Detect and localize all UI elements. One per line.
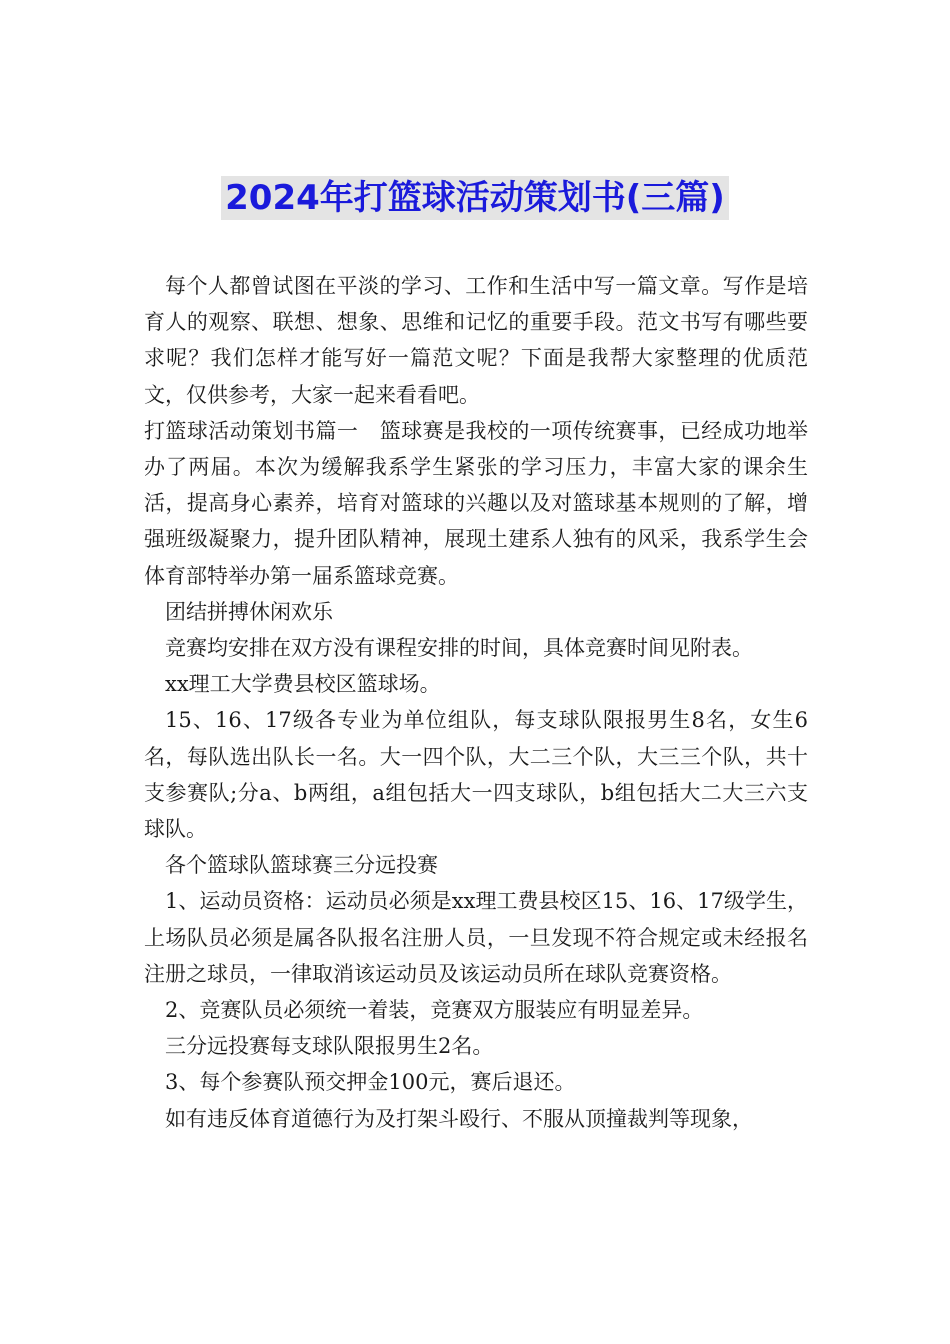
paragraph-theme: 团结拼搏休闲欢乐 (165, 599, 333, 624)
paragraph-time: 竞赛均安排在双方没有课程安排的时间，具体竞赛时间见附表。 (165, 636, 753, 661)
paragraph-venue: xx理工大学费县校区篮球场。 (165, 672, 441, 697)
paragraph-events: 各个篮球队篮球赛三分远投赛 (165, 853, 438, 878)
title-container (0, 176, 950, 220)
paragraph-intro: 每个人都曾试图在平淡的学习、工作和生活中写一篇文章。写作是培育人的观察、联想、想象、思维和记忆的重要手段。范文书写有哪些要求呢？我们怎样才能写好一篇范文呢？下面是我帮大家整理的优质范文，仅供参考，大家一起来看看吧。 (144, 274, 808, 407)
paragraph-rule-1: 1、运动员资格：运动员必须是xx理工费县校区15、16、17级学生，上场队员必须是属各队报名注册人员，一旦发现不符合规定或未经报名注册之球员，一律取消该运动员及该运动员所在球队竞赛资格。 (144, 889, 808, 986)
paragraph-violation: 如有违反体育道德行为及打架斗殴行、不服从顶撞裁判等现象， (165, 1106, 753, 1131)
document-title: 2024年打篮球活动策划书(三篇) (221, 176, 729, 220)
paragraph-teams: 15、16、17级各专业为单位组队，每支球队限报男生8名，女生6名，每队选出队长一名。大一四个队，大二三个队，大三三个队，共十支参赛队;分a、b两组，a组包括大一四支球队，b组包括大二大三六支球队。 (144, 708, 808, 842)
paragraph-rule-2: 2、竞赛队员必须统一着装，竞赛双方服装应有明显差异。 (165, 998, 704, 1023)
paragraph-rule-3: 3、每个参赛队预交押金100元，赛后退还。 (165, 1070, 576, 1095)
paragraph-section-one: 打篮球活动策划书篇一 篮球赛是我校的一项传统赛事，已经成功地举办了两届。本次为缓解我系学生紧张的学习压力，丰富大家的课余生活，提高身心素养，培育对篮球的兴趣以及对篮球基本规则的了解，增强班级凝聚力，提升团队精神，展现土建系人独有的风采，我系学生会体育部特举办第一届系篮球竞赛。 (144, 418, 808, 588)
document-body (144, 268, 808, 1137)
paragraph-three-point: 三分远投赛每支球队限报男生2名。 (165, 1034, 494, 1059)
